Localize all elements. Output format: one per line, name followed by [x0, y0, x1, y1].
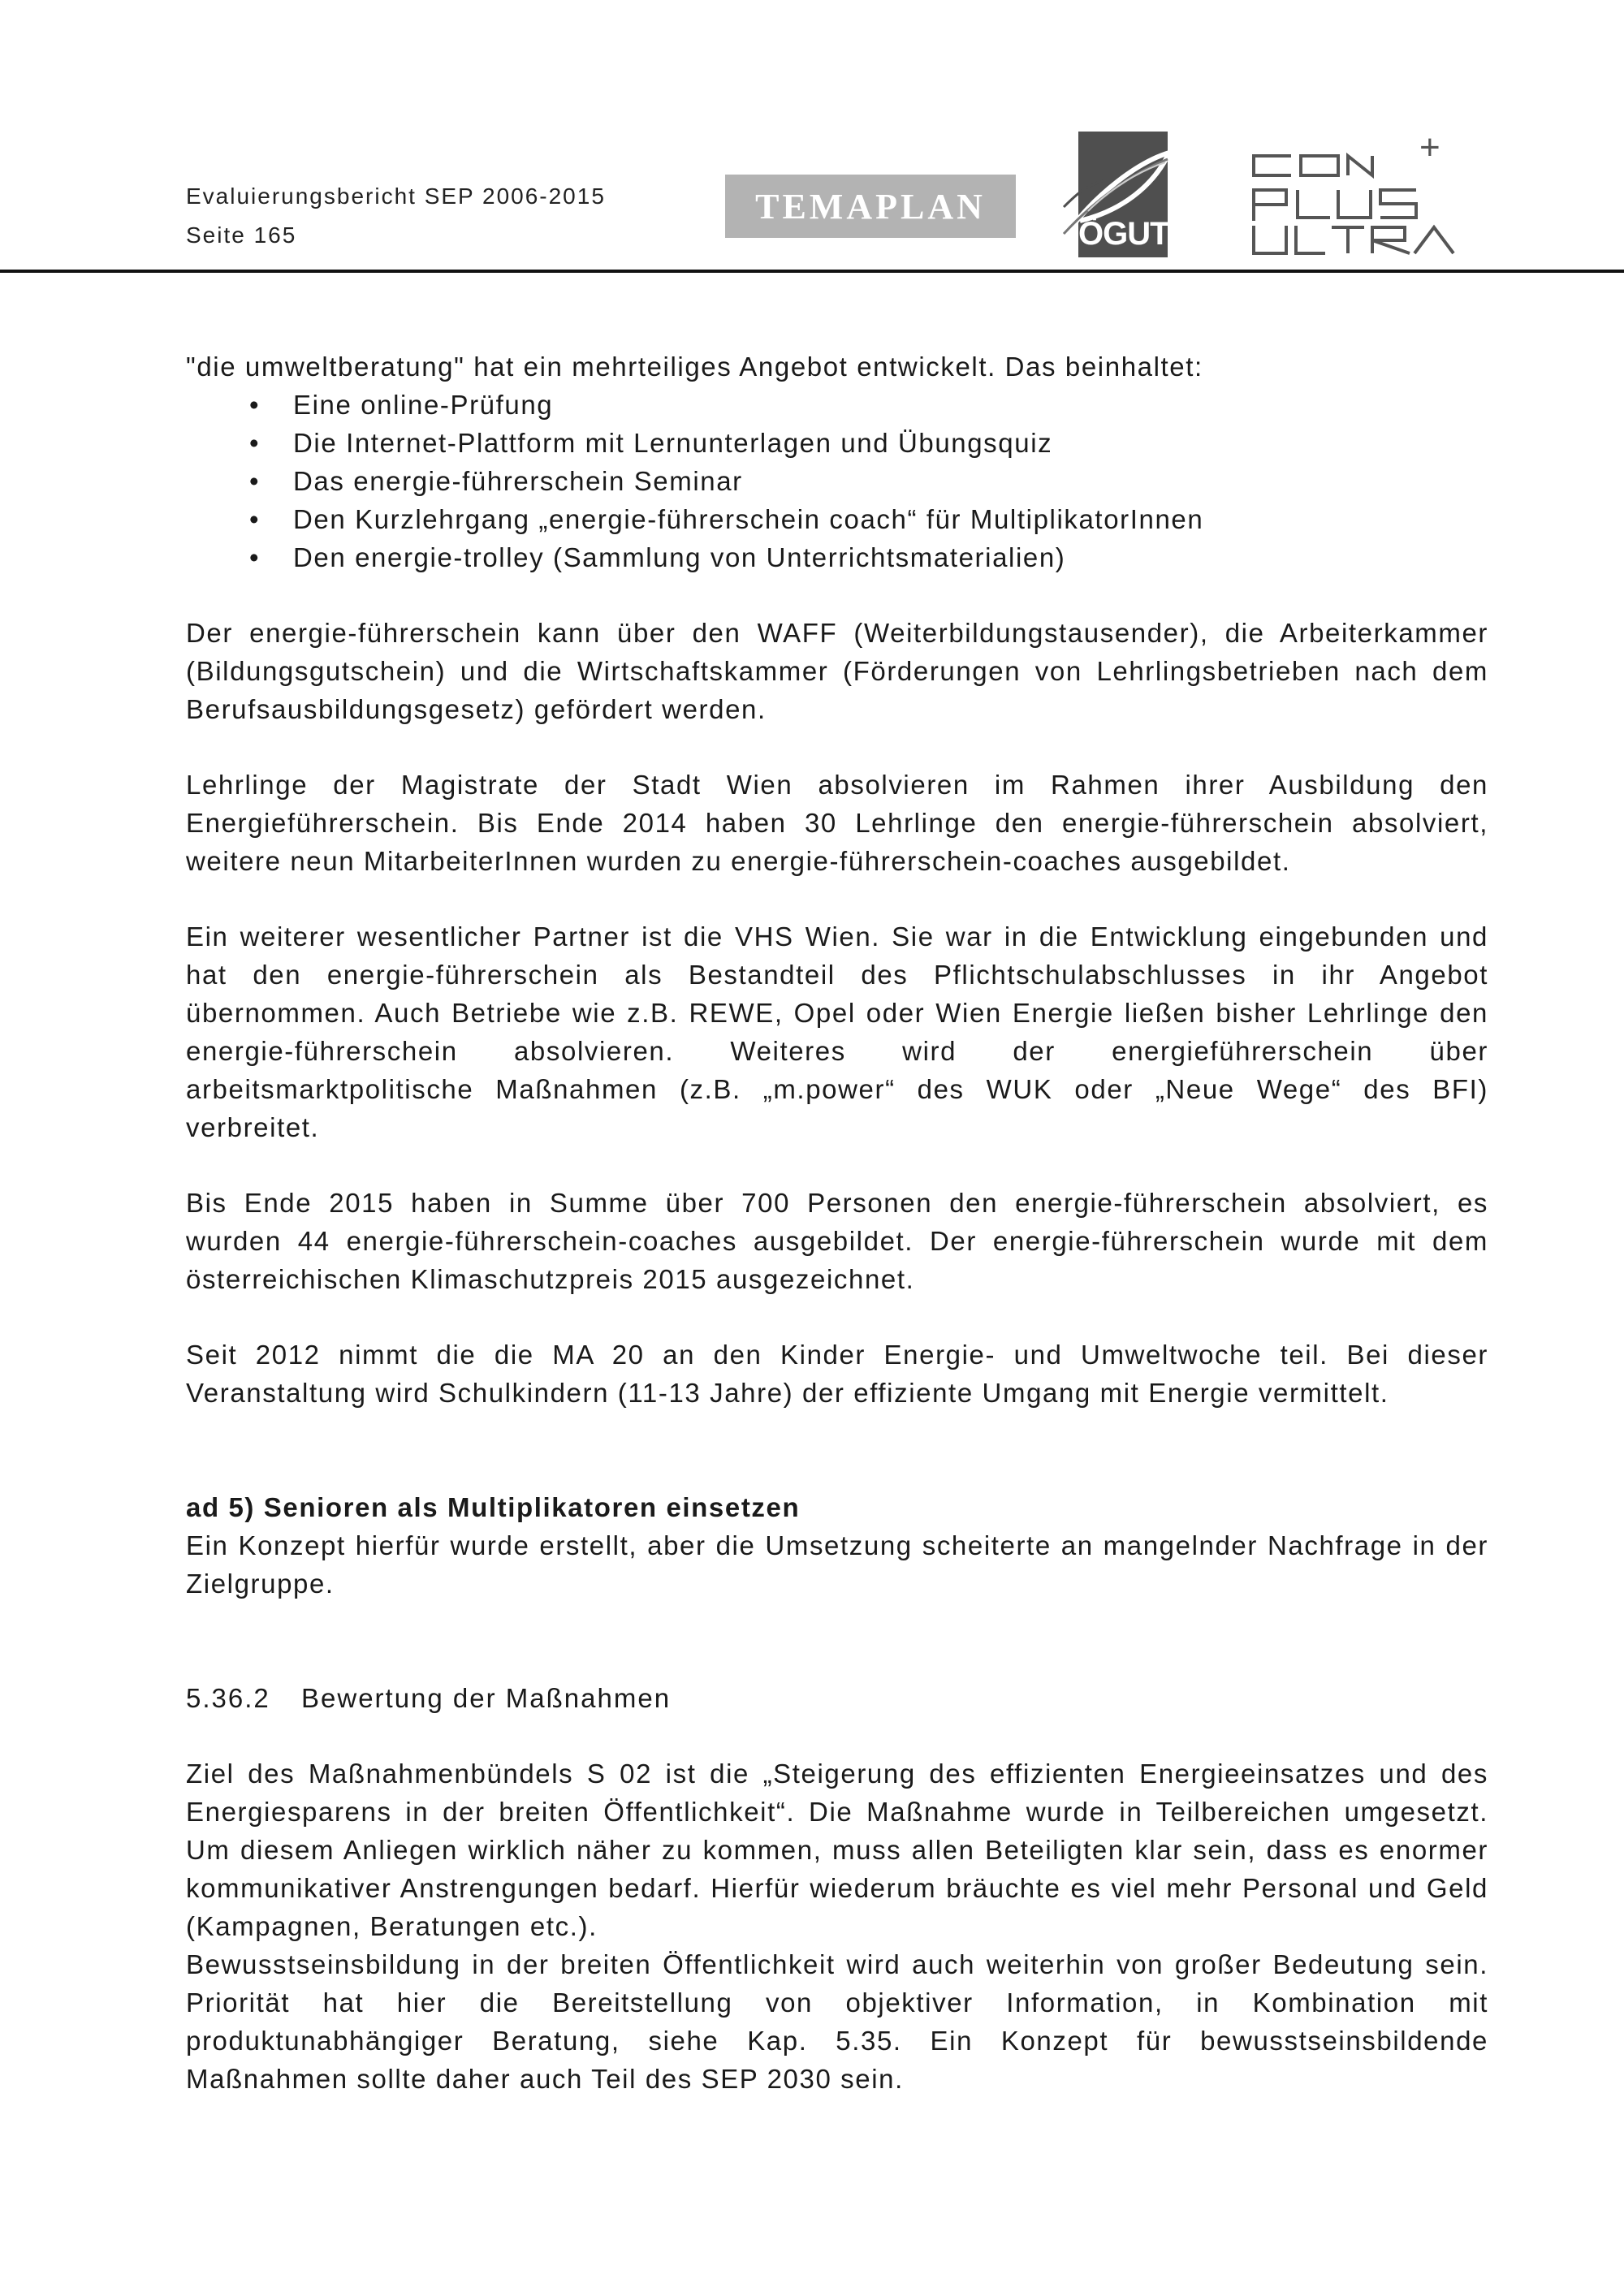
section-heading-ad5: ad 5) Senioren als Multiplikatoren einsetzen [186, 1492, 801, 1522]
ogut-logo [1047, 130, 1169, 260]
temaplan-logo [725, 175, 1016, 238]
list-item: • Das energie-führerschein Seminar [186, 462, 1488, 500]
list-item: • Die Internet-Plattform mit Lernunterlagen und Übungsquiz [186, 424, 1488, 462]
funding-paragraph: Der energie-führerschein kann über den WAFF (Weiterbildungstausender), die Arbeiterkammer (Bildungsgutschein) und die Wirtschaftskammer (Förderungen von Lehrlingsbetrieben nach dem Berufsausbildungsgesetz) gefördert werden. [186, 618, 1488, 724]
page-header [0, 0, 1624, 278]
intro-paragraph: "die umweltberatung" hat ein mehrteiliges Angebot entwickelt. Das beinhaltet: [186, 352, 1203, 382]
vhs-paragraph: Ein weiterer wesentlicher Partner ist die VHS Wien. Sie war in die Entwicklung eingebunden und hat den energie-führerschein als Bestandteil des Pflichtschulabschlusses in ihr Angebot übernommen. Auch Betriebe wie z.B. REWE, Opel oder Wien Energie ließen bisher Lehrlinge den energie-führerschein absolvieren. Weiteres wird der energieführerschein über arbeitsmarktpolitische Maßnahmen (z.B. „m.power“ des WUK oder „Neue Wege“ des BFI) verbreitet. [186, 921, 1488, 1142]
list-item: • Den energie-trolley (Sammlung von Unterrichtsmaterialien) [186, 538, 1488, 576]
subsection-title: Bewertung der Maßnahmen [301, 1683, 672, 1713]
page-number: Seite 165 [186, 222, 297, 248]
document-body [186, 347, 1488, 2098]
evaluation-paragraph-2: Bewusstseinsbildung in der breiten Öffentlichkeit wird auch weiterhin von großer Bedeutung sein. Priorität hat hier die Bereitstellung von objektiver Information, in Kombination mit produktunabhängiger Beratung, siehe Kap. 5.35. Ein Konzept für bewusstseinsbildende Maßnahmen sollte daher auch Teil des SEP 2030 sein. [186, 1949, 1488, 2094]
con-plus-ultra-plus-sign: + [1419, 127, 1440, 167]
section-ad5-paragraph: Ein Konzept hierfür wurde erstellt, aber die Umsetzung scheiterte an mangelnder Nachfrage in der Zielgruppe. [186, 1530, 1488, 1599]
header-divider [0, 270, 1624, 273]
subsection-number: 5.36.2 [186, 1683, 270, 1713]
report-title: Evaluierungsbericht SEP 2006-2015 [186, 183, 606, 209]
list-item: • Den Kurzlehrgang „energie-führerschein coach“ für MultiplikatorInnen [186, 500, 1488, 538]
apprentices-paragraph: Lehrlinge der Magistrate der Stadt Wien absolvieren im Rahmen ihrer Ausbildung den Energieführerschein. Bis Ende 2014 haben 30 Lehrlinge den energie-führerschein absolviert, weitere neun MitarbeiterInnen wurden zu energie-führerschein-coaches ausgebildet. [186, 770, 1488, 876]
offer-list [186, 386, 1488, 576]
header-text-block [186, 177, 606, 255]
results-2015-paragraph: Bis Ende 2015 haben in Summe über 700 Personen den energie-führerschein absolviert, es wurden 44 energie-führerschein-coaches ausgebildet. Der energie-führerschein wurde mit dem österreichischen Klimaschutzpreis 2015 ausgezeichnet. [186, 1188, 1488, 1294]
subsection-heading [186, 1679, 1488, 1717]
list-item: • Eine online-Prüfung [186, 386, 1488, 424]
temaplan-logo-text: TEMAPLAN [755, 186, 986, 227]
evaluation-paragraph-1: Ziel des Maßnahmenbündels S 02 ist die „Steigerung des effizienten Energieeinsatzes und des Energiesparens in der breiten Öffentlichkeit“. Die Maßnahme wurde in Teilbereichen umgesetzt. Um diesem Anliegen wirklich näher zu kommen, muss allen Beteiligten klar sein, dass es enormer kommunikativer Anstrengungen bedarf. Hierfür wiederum bräuchte es viel mehr Personal und Geld (Kampagnen, Beratungen etc.). [186, 1759, 1488, 1941]
ogut-logo-text: ÖGUT [1078, 216, 1169, 252]
since-2012-paragraph: Seit 2012 nimmt die die MA 20 an den Kinder Energie- und Umweltwoche teil. Bei dieser Veranstaltung wird Schulkindern (11-13 Jahre) der effiziente Umgang mit Energie vermittelt. [186, 1340, 1488, 1408]
